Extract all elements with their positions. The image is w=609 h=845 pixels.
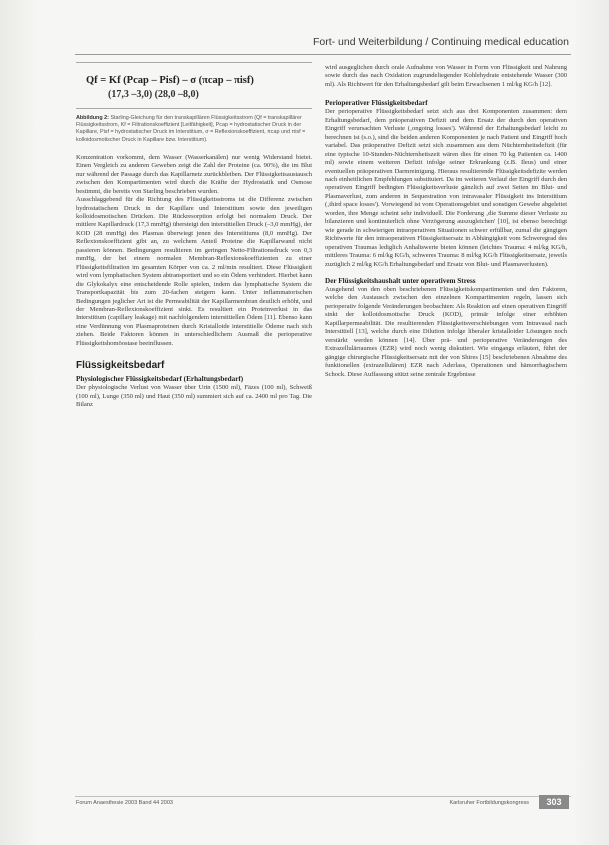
right-paragraph-1: wird ausgeglichen durch orale Aufnahme von Wasser in Form von Flüssigkeit und Nahrung sowie durch das nach Oxidation zugrundeliegender Kohlehydrate entstehende Wasser (300 ml). Als Richtwert für den Erhaltungsbedarf gilt beim Erwachsenen 1 ml/kg KG/h [12]. xyxy=(325,64,567,88)
page-number: 303 xyxy=(539,795,569,809)
footer-rule xyxy=(75,796,571,797)
figure-caption xyxy=(76,115,312,144)
header-rule xyxy=(75,54,571,55)
caption-text: Starling-Gleichung für den transkapillären Flüssigkeitsstrom (Qf = transkapillärer Flüssigkeitsstrom, Kf = Filtrationskoeffizient [Leitfähigkeit], Pcap = hydrostatischer Druck in der Kapillare, Pisf = hydrostatischer Druck im Interstitium, σ = Reflexionskoeffizient, πcap und πisf = kolloidosmotischer Druck in Kapillare bzw. Interstitium). xyxy=(76,115,306,143)
subsection-physiological-demand: Physiologischer Flüssigkeitsbedarf (Erhaltungsbedarf) xyxy=(76,375,244,384)
caption-label: Abbildung 2: xyxy=(76,115,109,121)
running-title: Fort- und Weiterbildung / Continuing medical education xyxy=(312,36,569,48)
starling-formula: Qf = Kf (Pcap – Pisf) – σ (πcap – πisf) xyxy=(86,75,254,86)
left-paragraph-2: Ausschlaggebend für die Richtung des Flüssigkeitsstroms ist die Differenz zwischen hydrostatischem Druck in der Kapillare und Interstitium sowie den jeweiligen kolloidosmotischen Drücken. Die Rückresorption erfolgt bei normalem Druck. Der mittlere Kapillardruck (17,3 mmHg) übersteigt den interstitiellen Druck (–3,0 mmHg), der KOD (28 mmHg) des Plasmas überwiegt jenen des Interstitiums (8,0 mmHg). Der Reflexionskoeffizient gibt an, zu welchem Anteil Proteine die Kapillarwand nicht passieren können. Bedingungen resultieren im geringen Netto-Filtrationsdruck von 0,3 mmHg, der bei einem normalen Membran-Reflexionskoeffizienten zu einer Flüssigkeitsfiltration im gesamten Körper von ca. 2 ml/min resultiert. Diese Flüssigkeit wird vom lymphatischen System abtransportiert und so ein Ödem verhindert. Hierbei kann die Glykokalyx eine entscheidende Rolle spielen, indem das lymphatische System die Transportkapazität bis zum 20-fachen steigern kann. Unter inflammatorischen Bedingungen jeglicher Art ist die Permeabilität der Kapillarmembran deutlich erhöht, und der Membran-Reflexionskoeffizient sinkt. Es resultiert ein Proteinverlust in das Interstitium (capillary leakage) mit nachfolgendem interstitiellen Ödem [11]. Ebenso kann eine Verdünnung von Plasmaproteinen durch Kristalloide interstitielle Ödeme nach sich ziehen. Beide Faktoren können in unterschiedlichem Ausmaß die perioperative Flüssigkeitshomöostase beeinflussen. xyxy=(76,196,312,347)
right-paragraph-3: Ausgehend von den oben beschriebenen Flüssigkeitskompartimenten und den Faktoren, welche den Austausch zwischen den einzelnen Kompartimenten regeln, lassen sich perioperativ folgende Veränderungen beobachten: Als Reaktion auf einen operativen Eingriff sinkt der kolloidosmotische Druck (KOD), primär infolge einer erhöhten Kapillarpermeabilität. Die resultierenden Flüssigkeitsverschiebungen vom Intravasal nach Interstitiell [13], welche durch eine Dilution infolge liberaler kristalloider Lösungen noch verstärkt werden können [14]. Über prä- und perioperative Veränderungen des Extrazellulärraumes (EZR) wird noch wenig diskutiert. Wie eingangs erläutert, führt der gängige chirurgische Flüssigkeitsersatz mit der von Shires [15] beschriebenen Abnahme des funktionellen (extrazellulären) EZR nach Aderlass, Operationen und hämorrhagischem Schock. Diese Auffassung stützt seine zentrale Ergebnisse xyxy=(325,285,567,378)
subsection-perioperative-demand: Perioperativer Flüssigkeitsbedarf xyxy=(325,99,428,108)
right-column xyxy=(325,64,567,379)
formula-values: (17,3 –3,0) (28,0 –8,0) xyxy=(108,89,199,100)
section-title-fluid-demand: Flüssigkeitsbedarf xyxy=(76,360,165,372)
left-column xyxy=(76,62,312,410)
starling-equation-figure xyxy=(76,62,312,109)
subsection-operative-stress: Der Flüssigkeitshaushalt unter operativem Stress xyxy=(325,276,476,285)
left-paragraph-3: Der physiologische Verlust von Wasser über Urin (1500 ml), Fäzes (100 ml), Schweiß (100 ml), Lunge (350 ml) und Haut (350 ml) summiert sich auf ca. 2400 ml pro Tag. Die Bilanz xyxy=(76,384,312,409)
left-paragraph-1: Konzentration vorkommt, dem Wasser (Wasserkanälen) nur wenig Widerstand bietet. Einen Vergleich zu anderen Geweben zeigt die Zahl der Proteine (ca. 90%), die im Blut nur während der Passage durch das Kapillarnetz zurückbleiben. Der Flüssigkeitsaustausch zwischen den Kompartimenten wird durch die Kräfte der Hydrostatik und Osmose bestimmt, die bereits von Starling beschrieben wurden. xyxy=(76,153,312,195)
footer-congress: Karlsruher Fortbildungskongress xyxy=(449,800,529,806)
right-paragraph-2: Der perioperative Flüssigkeitsbedarf setzt sich aus drei Komponenten zusammen: dem Erhaltungsbedarf, dem präoperativen Defizit und dem Ersatz der durch den operativen Eingriff verursachten Verluste (‚ongoing losses'). Während der Erhaltungsbedarf leicht zu berechnen ist (s.o.), sind die beiden anderen Komponenten je nach Patient und Eingriff hoch variabel. Das präoperative Defizit setzt sich zusammen aus dem Nüchternheitsdefizit (für eine typische 10-Stunden-Nüchternheitszeit wären dies für einen 70 kg Patienten ca. 1400 ml) sowie einem weiteren Defizit infolge seiner Erkrankung (z.B. Ileus) und einer eventuellen präoperativen Darmreinigung. Hieraus resultierende Flüssigkeitsdefizite werden nach einheitlichen Empfehlungen substituiert. Da im weiteren Verlauf der Eingriff durch den operativen Eingriff bedingten Flüssigkeitsverluste gänzlich auf zwei Seiten im Blut- und Plasmaverlust, zum anderen in Sequestration von intravasaler Flüssigkeit ins Interstitium (‚third space losses'). Vorwiegend ist vom Operationsgebiet und sonstigen Gewebe abgeleitet worden, ihre Menge scheint sehr individuell. Die Forderung ‚die Summe dieser Verluste zu bilanzieren und kontinuierlich ohne Verzögerung auszugleichen' [10], ist ebenso berechtigt wie gerade in schwierigen intraoperativen Situationen schwer erfüllbar, zumal die gängigen Richtwerte für den intraoperativen Flüssigkeitsersatz in Abhängigkeit vom Schweregrad des operativen Traumas lediglich Anhaltswerte bieten können (leichtes Trauma: 4 ml/kg KG/h, mittleres Trauma: 6 ml/kg KG/h, schweres Trauma: 8 ml/kg KG/h Flüssigkeitsersatz, jeweils zuzüglich 2 ml/kg KG/h Erhaltungsbedarf und Ersatz von Blut- und Plasmaverlusten). xyxy=(325,108,567,268)
footer-journal: Forum Anaesthesie 2003 Band 44 2003 xyxy=(76,800,173,806)
